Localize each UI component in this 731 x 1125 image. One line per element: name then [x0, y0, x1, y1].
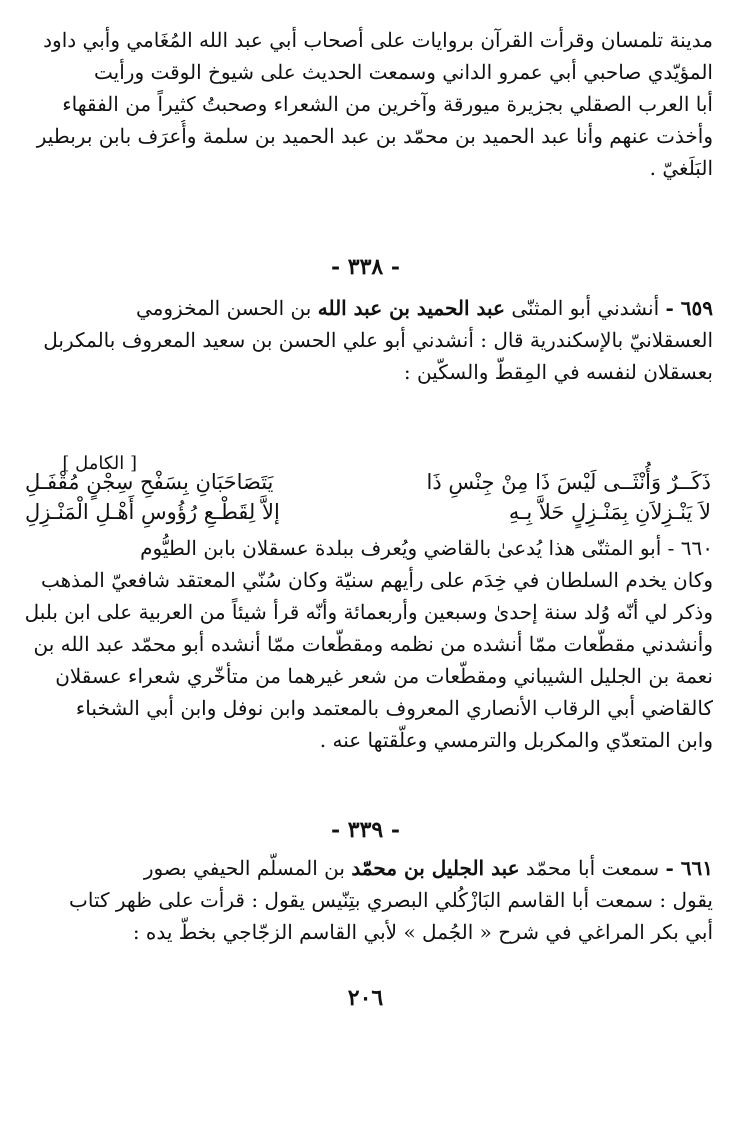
text-line: بعسقلان لنفسه في المِقطّ والسكّين :	[403, 360, 713, 384]
text-line: وابن المتعدّي والمكربل والترمسي وعلّقتها عنه .	[319, 728, 713, 752]
text-line: يقول : سمعت أبا القاسم البَازْكُلي البصري بتِنّيس يقول : قرأت على ظهر كتاب	[69, 888, 713, 912]
text-line: وذكر لي أنّه وُلد سنة إحدىٰ وسبعين وأربعمائة وأنّه قرأ شيئاً من العربية على ابن بلبل	[24, 600, 713, 624]
page-number: ٢٠٦	[347, 985, 384, 1011]
text-line: كالقاضي أبي الرقاب الأنصاري المعروف بالمعتمد وابن نوفل وابن أبي الشخباء	[75, 696, 713, 720]
paragraph-block-1	[20, 24, 713, 184]
text-span: بن الحسن المخزومي	[136, 296, 312, 320]
bold-name: عبد الحميد بن عبد الله	[317, 296, 505, 320]
text-line: وأنشدني مقطّعات ممّا أنشده من نظمه ومقطّعات ممّا أنشده أبو محمّد عبد الله بن	[33, 632, 713, 656]
text-line: أبا العرب الصقلي بجزيرة ميورقة وآخرين من الشعراء وصحبتُ كثيراً من الفقهاء	[62, 92, 713, 116]
text-line: البَلَغيّ .	[649, 156, 713, 180]
text-line	[20, 852, 713, 884]
text-span: سمعت أبا محمّد	[525, 856, 660, 880]
text-line: المؤيّدي صاحبي أبي عمرو الداني وسمعت الحديث على شيوخ الوقت ورأيت	[94, 60, 713, 84]
verse-1-second-hemistich: يَتَصَاحَبَانِ بِسَفْحِ سِجْنٍ مُقْفَـلِ	[25, 470, 274, 494]
bold-name: عبد الجليل بن محمّد	[351, 856, 520, 880]
entry-661	[20, 852, 713, 948]
text-line: مدينة تلمسان وقرأت القرآن بروايات على أصحاب أبي عبد الله المُغَامي وأبي داود	[43, 28, 713, 52]
text-line: أبي بكر المراغي في شرح « الجُمل » لأبي القاسم الزجّاجي بخطّ يده :	[132, 920, 713, 944]
verse-2-first-hemistich: لاَ يَنْـزِلاَنِ بِمَنْـزِلٍ حَلاَّ بِـهِ	[508, 500, 711, 524]
meter-label: [ الكامل ]	[62, 453, 137, 474]
text-span: بن المسلّم الحيفي بصور	[143, 856, 345, 880]
text-line: نعمة بن الجليل الشيباني ومقطّعات من شعر غيرهما من متأخّري شعراء عسقلان	[55, 664, 713, 688]
verse-2-second-hemistich: إلاَّ لِقَطْـعِ رُؤُوسِ أَهْـلِ الْمَنْـزِلِ	[25, 500, 280, 524]
verse-1-first-hemistich: ذَكَــرٌ وَأُنْثَــى لَيْسَ ذَا مِنْ جِنْسِ ذَا	[426, 470, 711, 494]
text-span: أنشدني أبو المثنّى	[511, 296, 660, 320]
entry-659	[20, 292, 713, 388]
text-line: ٦٦٠ - أبو المثنّى هذا يُدعىٰ بالقاضي ويُعرف ببلدة عسقلان بابن الطيُّوم	[140, 536, 713, 560]
text-line: وأخذت عنهم وأنا عبد الحميد بن محمّد بن عبد الحميد بن سلمة وأُعرَف بابن بربطير	[36, 124, 713, 148]
section-heading-339: - ٣٣٩ -	[330, 817, 401, 843]
text-line	[20, 292, 713, 324]
entry-number: ٦٥٩ -	[665, 296, 713, 320]
entry-660	[20, 532, 713, 756]
text-line: وكان يخدم السلطان في خِدَم على رأيهم سنيّة وكان سُنّي المعتقد شافعيّ المذهب	[40, 568, 713, 592]
text-line: العسقلانيّ بالإسكندرية قال : أنشدني أبو علي الحسن بن سعيد المعروف بالمكربل	[43, 328, 713, 352]
entry-number: ٦٦١ -	[665, 856, 713, 880]
section-heading-338: - ٣٣٨ -	[330, 254, 401, 280]
